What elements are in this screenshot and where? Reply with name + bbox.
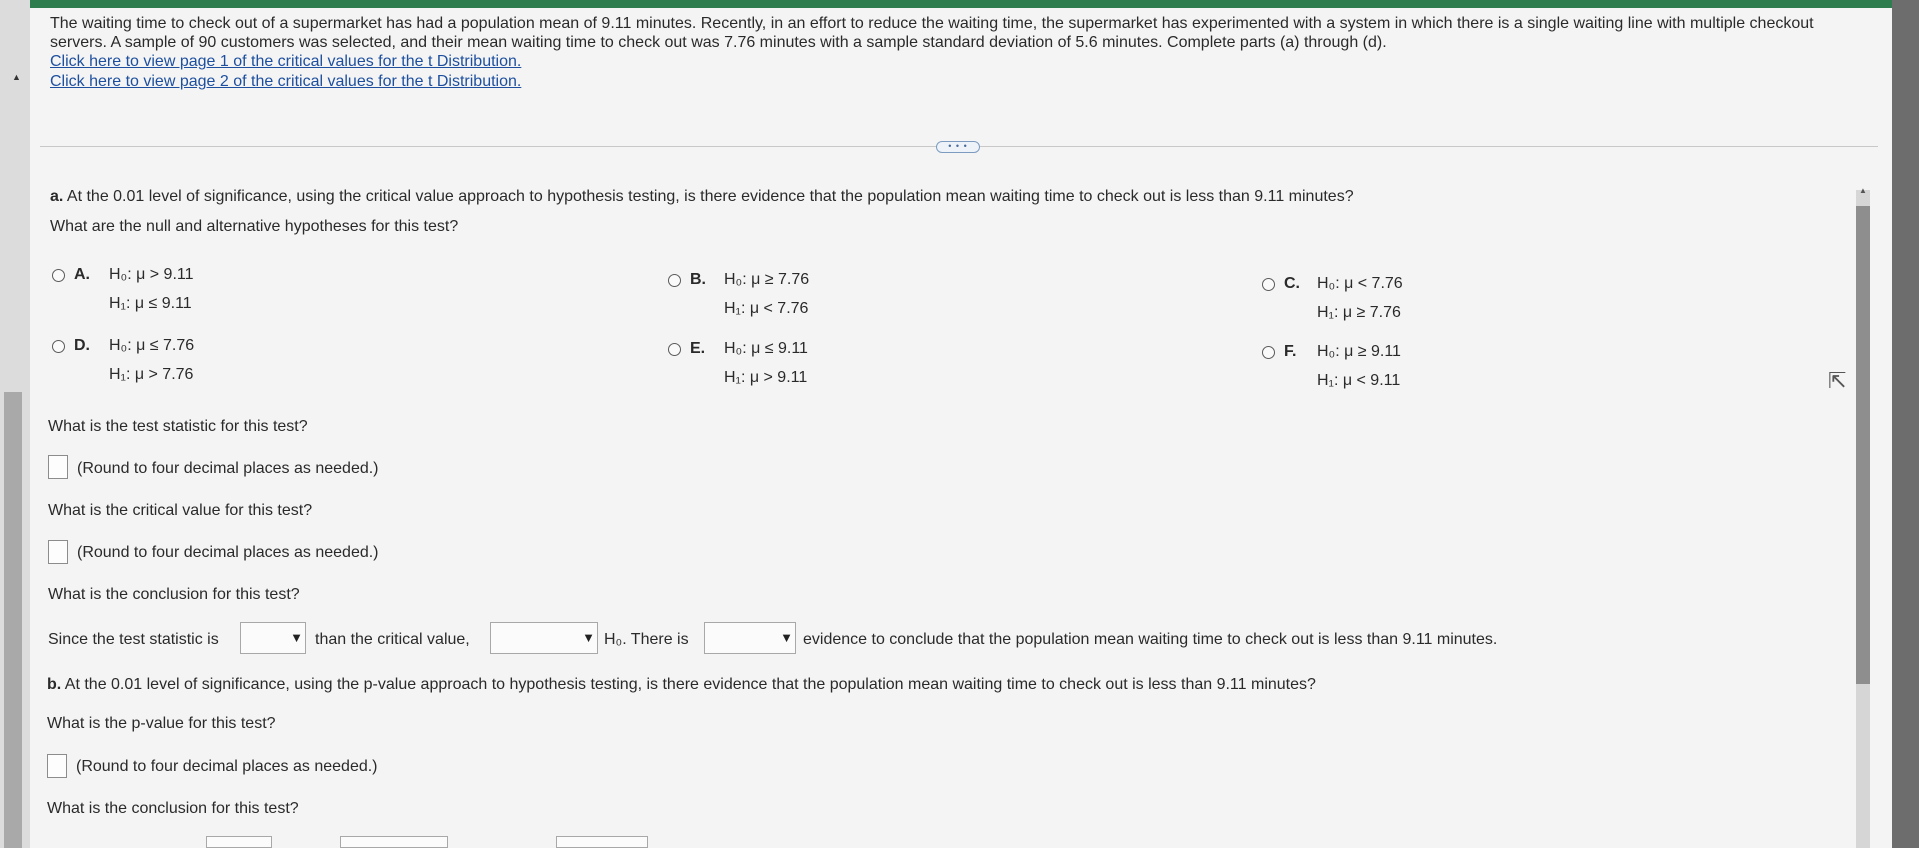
radio-icon[interactable] — [52, 269, 65, 282]
alternative-hypothesis: H₁: μ < 9.11 — [1317, 372, 1401, 389]
part-b-evidence-dropdown[interactable] — [556, 836, 648, 848]
alternative-hypothesis: H₁: μ ≥ 7.76 — [1317, 304, 1401, 321]
comparison-dropdown[interactable] — [240, 622, 306, 654]
conclusion-text-3: H₀. There is — [604, 631, 689, 648]
left-rail — [0, 0, 30, 848]
null-hypothesis: H₀: μ < 7.76 — [1317, 275, 1403, 292]
scrollbar-thumb[interactable] — [1856, 206, 1870, 684]
pointer-cursor-icon: ⇱ — [1828, 368, 1847, 393]
choice-letter: B. — [690, 271, 706, 288]
left-rail-shadow — [4, 392, 22, 848]
problem-statement — [50, 14, 1840, 92]
t-table-page2-link[interactable]: Click here to view page 2 of the critical values for the t Distribution. — [50, 73, 522, 90]
choice-letter: A. — [74, 266, 90, 283]
part-b-question — [47, 676, 1316, 694]
alternative-hypothesis: H₁: μ ≤ 9.11 — [109, 295, 192, 312]
part-a-label: a. — [50, 188, 64, 205]
evidence-dropdown[interactable] — [704, 622, 796, 654]
conclusion-text-1: Since the test statistic is — [48, 631, 219, 648]
part-b-conclusion-prompt: What is the conclusion for this test? — [47, 800, 299, 817]
conclusion-text-4: evidence to conclude that the population mean waiting time to check out is less than 9.11 minutes. — [803, 631, 1498, 648]
chevron-down-icon: ▼ — [290, 630, 303, 645]
critical-value-input[interactable] — [48, 540, 68, 564]
decision-dropdown[interactable] — [490, 622, 598, 654]
choice-letter: F. — [1284, 343, 1297, 360]
radio-icon[interactable] — [668, 274, 681, 287]
problem-text: The waiting time to check out of a supermarket has had a population mean of 9.11 minutes. Recently, in an effort to reduce the waiting time, the supermarket has experimented with a system in which there is a single waiting line with multiple checkout servers. A sample of 90 customers was selected, and their mean waiting time to check out was 7.76 minutes with a sample standard deviation of 5.6 minutes. Complete parts (a) through (d). — [50, 15, 1814, 51]
part-b-label: b. — [47, 676, 62, 693]
chevron-down-icon: ▼ — [780, 630, 793, 645]
choice-letter: D. — [74, 337, 90, 354]
part-a-question — [50, 188, 1354, 206]
null-hypothesis: H₀: μ ≥ 9.11 — [1317, 343, 1401, 360]
conclusion-text-2: than the critical value, — [315, 631, 470, 648]
alternative-hypothesis: H₁: μ < 7.76 — [724, 300, 809, 317]
rounding-hint: (Round to four decimal places as needed.) — [77, 460, 379, 477]
choice-letter: E. — [690, 340, 706, 357]
t-table-page1-link[interactable]: Click here to view page 1 of the critical values for the t Distribution. — [50, 53, 522, 70]
question-page — [30, 8, 1892, 848]
expand-handle-icon[interactable]: • • • — [936, 141, 980, 153]
rounding-hint: (Round to four decimal places as needed.) — [77, 544, 379, 561]
alternative-hypothesis: H₁: μ > 7.76 — [109, 366, 194, 383]
radio-icon[interactable] — [1262, 346, 1275, 359]
chevron-down-icon: ▼ — [582, 630, 595, 645]
rounding-hint: (Round to four decimal places as needed.) — [76, 758, 378, 775]
scroll-up-icon[interactable]: ▲ — [1859, 186, 1867, 195]
null-hypothesis: H₀: μ ≤ 7.76 — [109, 337, 195, 354]
pvalue-prompt: What is the p-value for this test? — [47, 715, 276, 732]
part-b-comparison-dropdown[interactable] — [206, 836, 272, 848]
null-hypothesis: H₀: μ ≤ 9.11 — [724, 340, 808, 357]
null-hypothesis: H₀: μ > 9.11 — [109, 266, 194, 283]
part-a-question-text: At the 0.01 level of significance, using the critical value approach to hypothesis testing, is there evidence that the population mean waiting time to check out is less than 9.11 minutes? — [66, 188, 1354, 205]
test-statistic-input[interactable] — [48, 455, 68, 479]
test-statistic-prompt: What is the test statistic for this test? — [48, 418, 308, 435]
pvalue-input[interactable] — [47, 754, 67, 778]
radio-icon[interactable] — [1262, 278, 1275, 291]
part-b-question-text: At the 0.01 level of significance, using the p-value approach to hypothesis testing, is there evidence that the population mean waiting time to check out is less than 9.11 minutes? — [64, 676, 1316, 693]
hypotheses-prompt: What are the null and alternative hypotheses for this test? — [50, 218, 459, 235]
radio-icon[interactable] — [52, 340, 65, 353]
conclusion-prompt: What is the conclusion for this test? — [48, 586, 300, 603]
part-b-decision-dropdown[interactable] — [340, 836, 448, 848]
collapse-arrow-icon[interactable]: ▲ — [12, 72, 21, 82]
null-hypothesis: H₀: μ ≥ 7.76 — [724, 271, 810, 288]
alternative-hypothesis: H₁: μ > 9.11 — [724, 369, 808, 386]
window-edge — [1892, 0, 1919, 848]
radio-icon[interactable] — [668, 343, 681, 356]
critical-value-prompt: What is the critical value for this test? — [48, 502, 313, 519]
choice-letter: C. — [1284, 275, 1300, 292]
